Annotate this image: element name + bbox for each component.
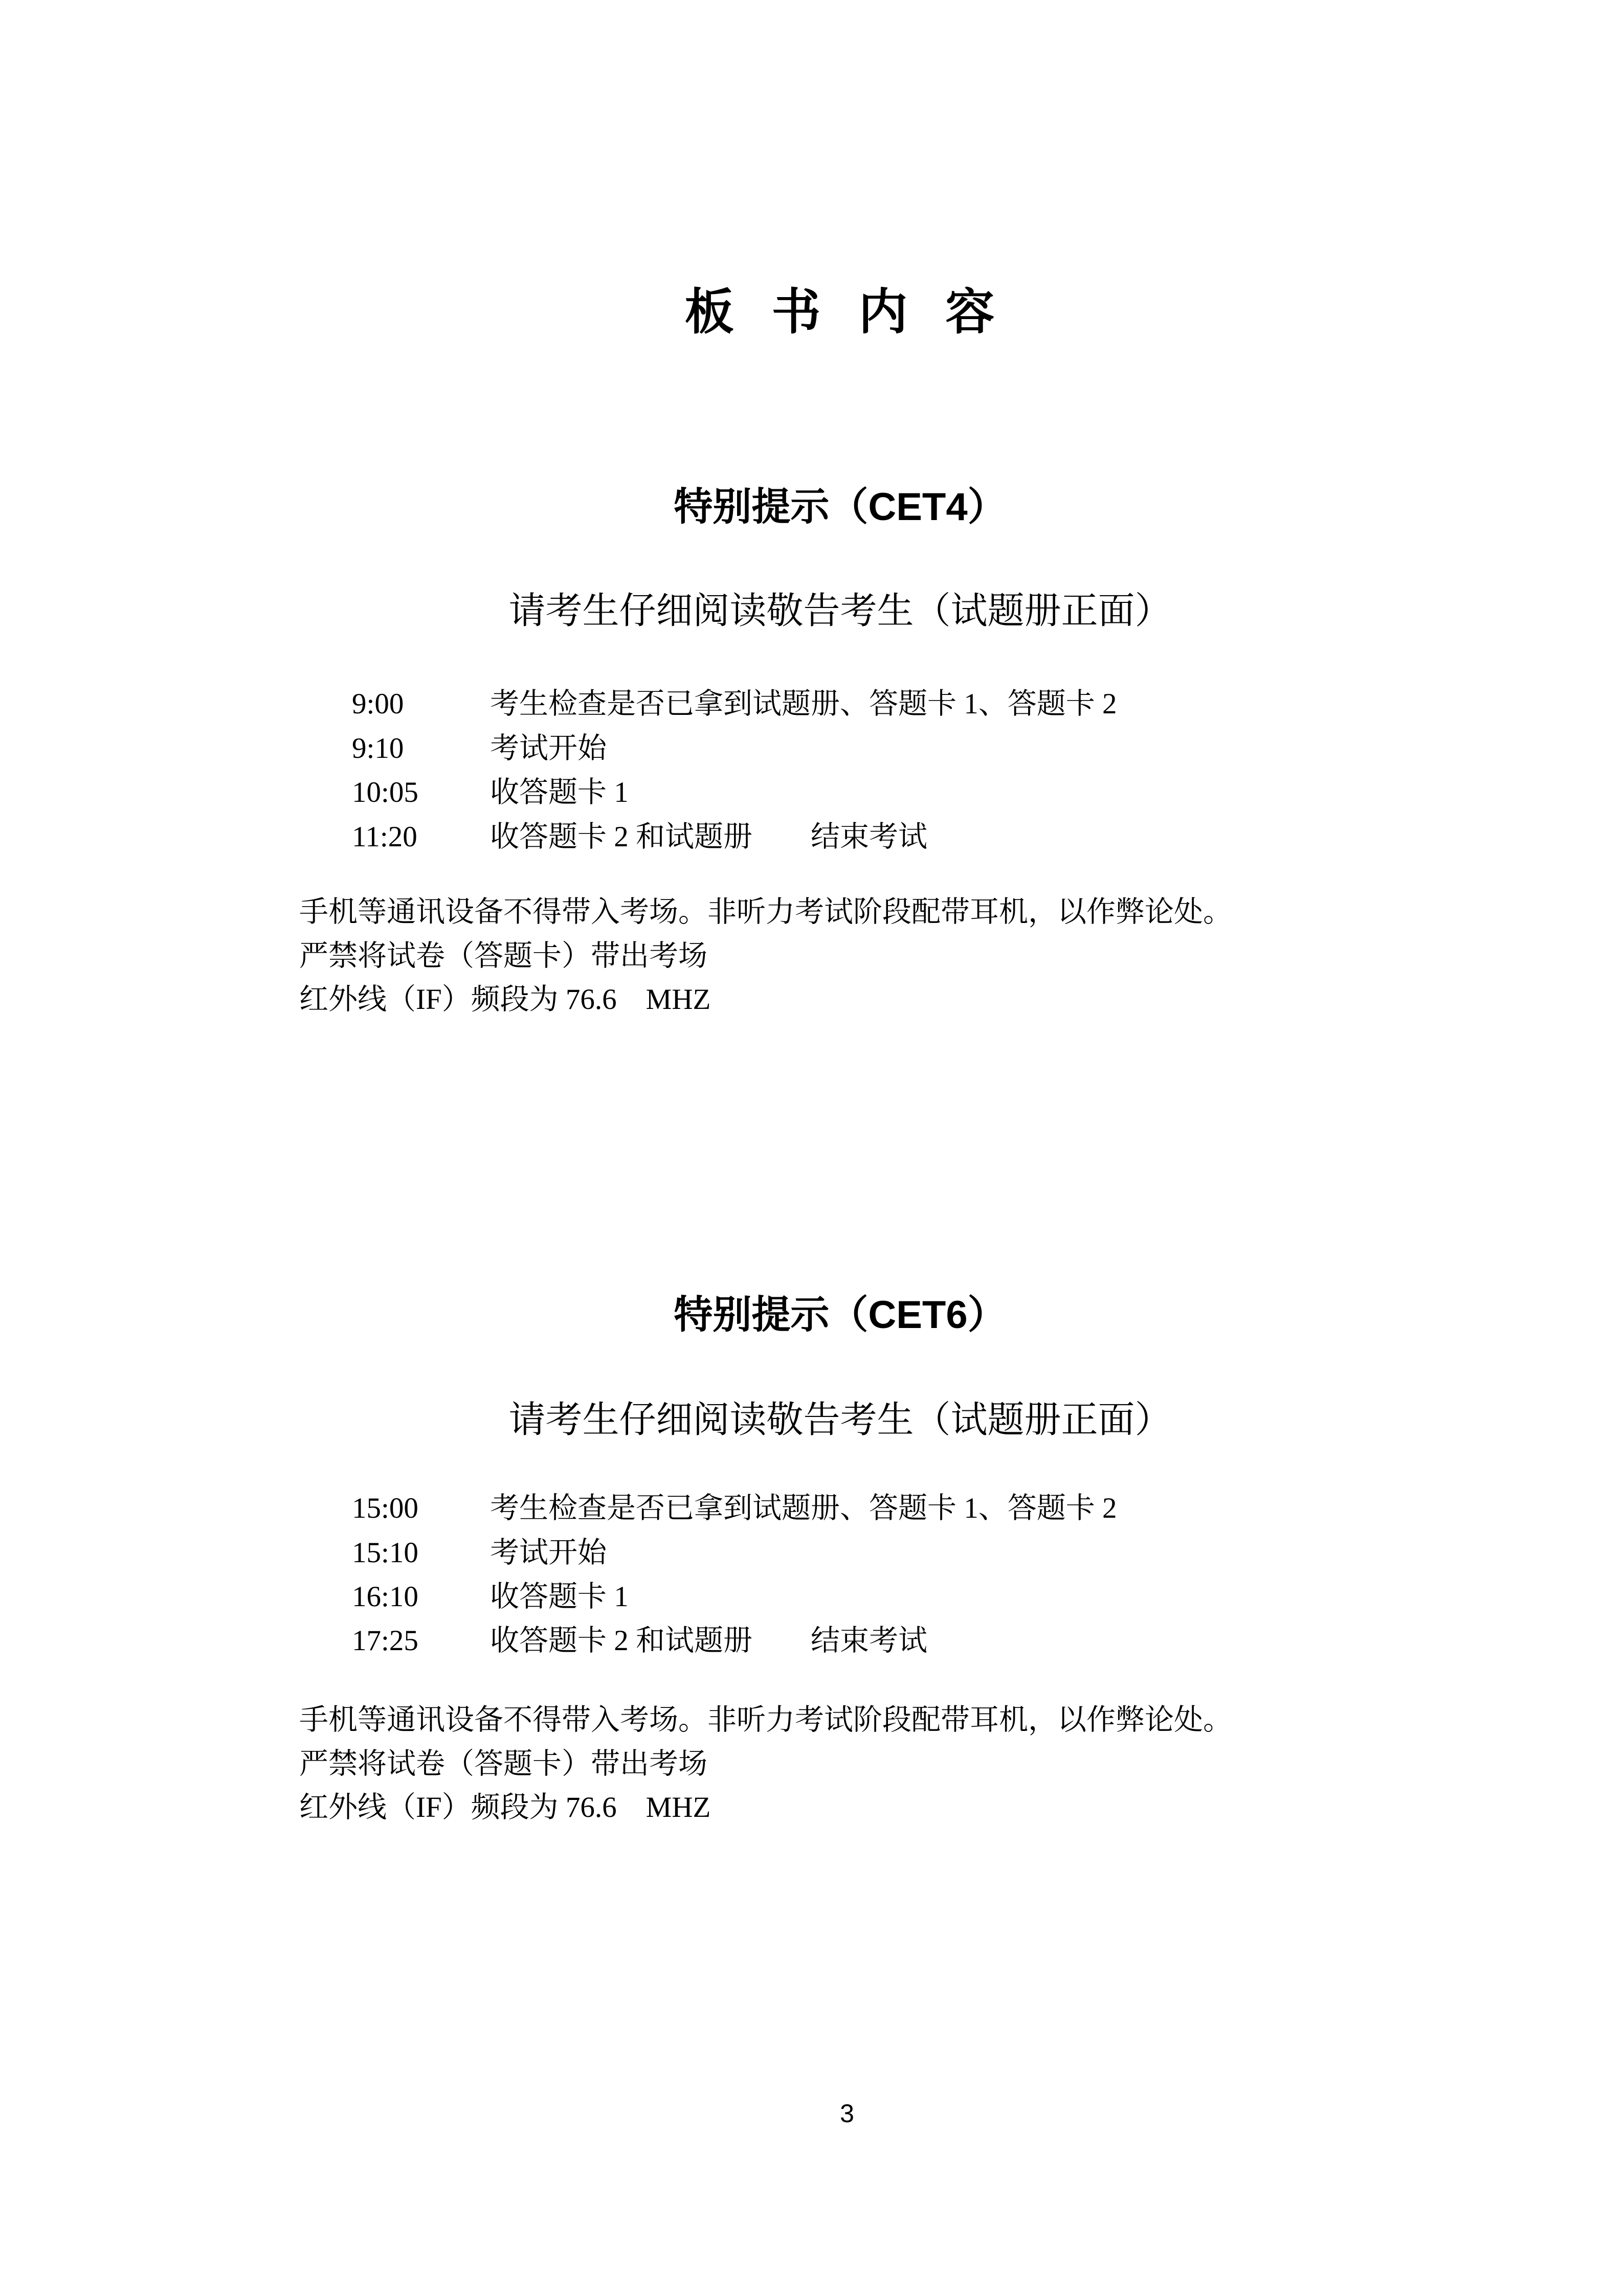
schedule-desc: 收答题卡 2 和试题册 结束考试 xyxy=(490,1625,927,1657)
cet4-schedule-row-2 xyxy=(352,731,1624,766)
cet4-note-3: 红外线（IF）频段为 76.6 MHZ xyxy=(299,983,711,1016)
schedule-desc: 收答题卡 1 xyxy=(490,1581,629,1613)
schedule-desc: 考生检查是否已拿到试题册、答题卡 1、答题卡 2 xyxy=(490,1492,1117,1524)
schedule-desc: 收答题卡 1 xyxy=(490,776,629,808)
section-cet4-subtitle: 请考生仔细阅读敬告考生（试题册正面） xyxy=(508,591,1172,632)
section-cet6-heading: 特别提示（CET6） xyxy=(674,1293,1007,1337)
schedule-time: 16:10 xyxy=(352,1581,418,1613)
cet4-schedule-row-3 xyxy=(352,775,1624,810)
cet4-schedule-row-1 xyxy=(352,687,1624,722)
schedule-time: 9:00 xyxy=(352,688,404,720)
section-cet6-subtitle: 请考生仔细阅读敬告考生（试题册正面） xyxy=(508,1400,1172,1440)
cet4-note-1: 手机等通讯设备不得带入考场。非听力考试阶段配带耳机，以作弊论处。 xyxy=(299,896,1232,928)
cet6-note-3: 红外线（IF）频段为 76.6 MHZ xyxy=(299,1791,711,1824)
schedule-desc: 考生检查是否已拿到试题册、答题卡 1、答题卡 2 xyxy=(490,688,1117,720)
page-number: 3 xyxy=(840,2099,854,2128)
schedule-time: 10:05 xyxy=(352,776,418,808)
cet4-note-2: 严禁将试卷（答题卡）带出考场 xyxy=(299,940,707,972)
cet6-schedule-row-4 xyxy=(352,1624,1624,1658)
cet4-schedule-row-4 xyxy=(352,820,1624,854)
schedule-desc: 考试开始 xyxy=(490,1537,607,1569)
cet6-schedule-row-3 xyxy=(352,1580,1624,1614)
schedule-time: 15:10 xyxy=(352,1537,418,1569)
schedule-time: 9:10 xyxy=(352,732,404,764)
section-cet4-heading: 特别提示（CET4） xyxy=(674,485,1007,529)
schedule-desc: 考试开始 xyxy=(490,732,607,764)
page-title: 板 书 内 容 xyxy=(684,285,996,340)
schedule-time: 15:00 xyxy=(352,1492,418,1524)
schedule-desc: 收答题卡 2 和试题册 结束考试 xyxy=(490,821,927,853)
schedule-time: 11:20 xyxy=(352,821,417,853)
cet6-schedule-row-2 xyxy=(352,1536,1624,1570)
schedule-time: 17:25 xyxy=(352,1625,418,1657)
cet6-note-2: 严禁将试卷（答题卡）带出考场 xyxy=(299,1748,707,1780)
cet6-note-1: 手机等通讯设备不得带入考场。非听力考试阶段配带耳机，以作弊论处。 xyxy=(299,1704,1232,1736)
cet6-schedule-row-1 xyxy=(352,1491,1624,1526)
